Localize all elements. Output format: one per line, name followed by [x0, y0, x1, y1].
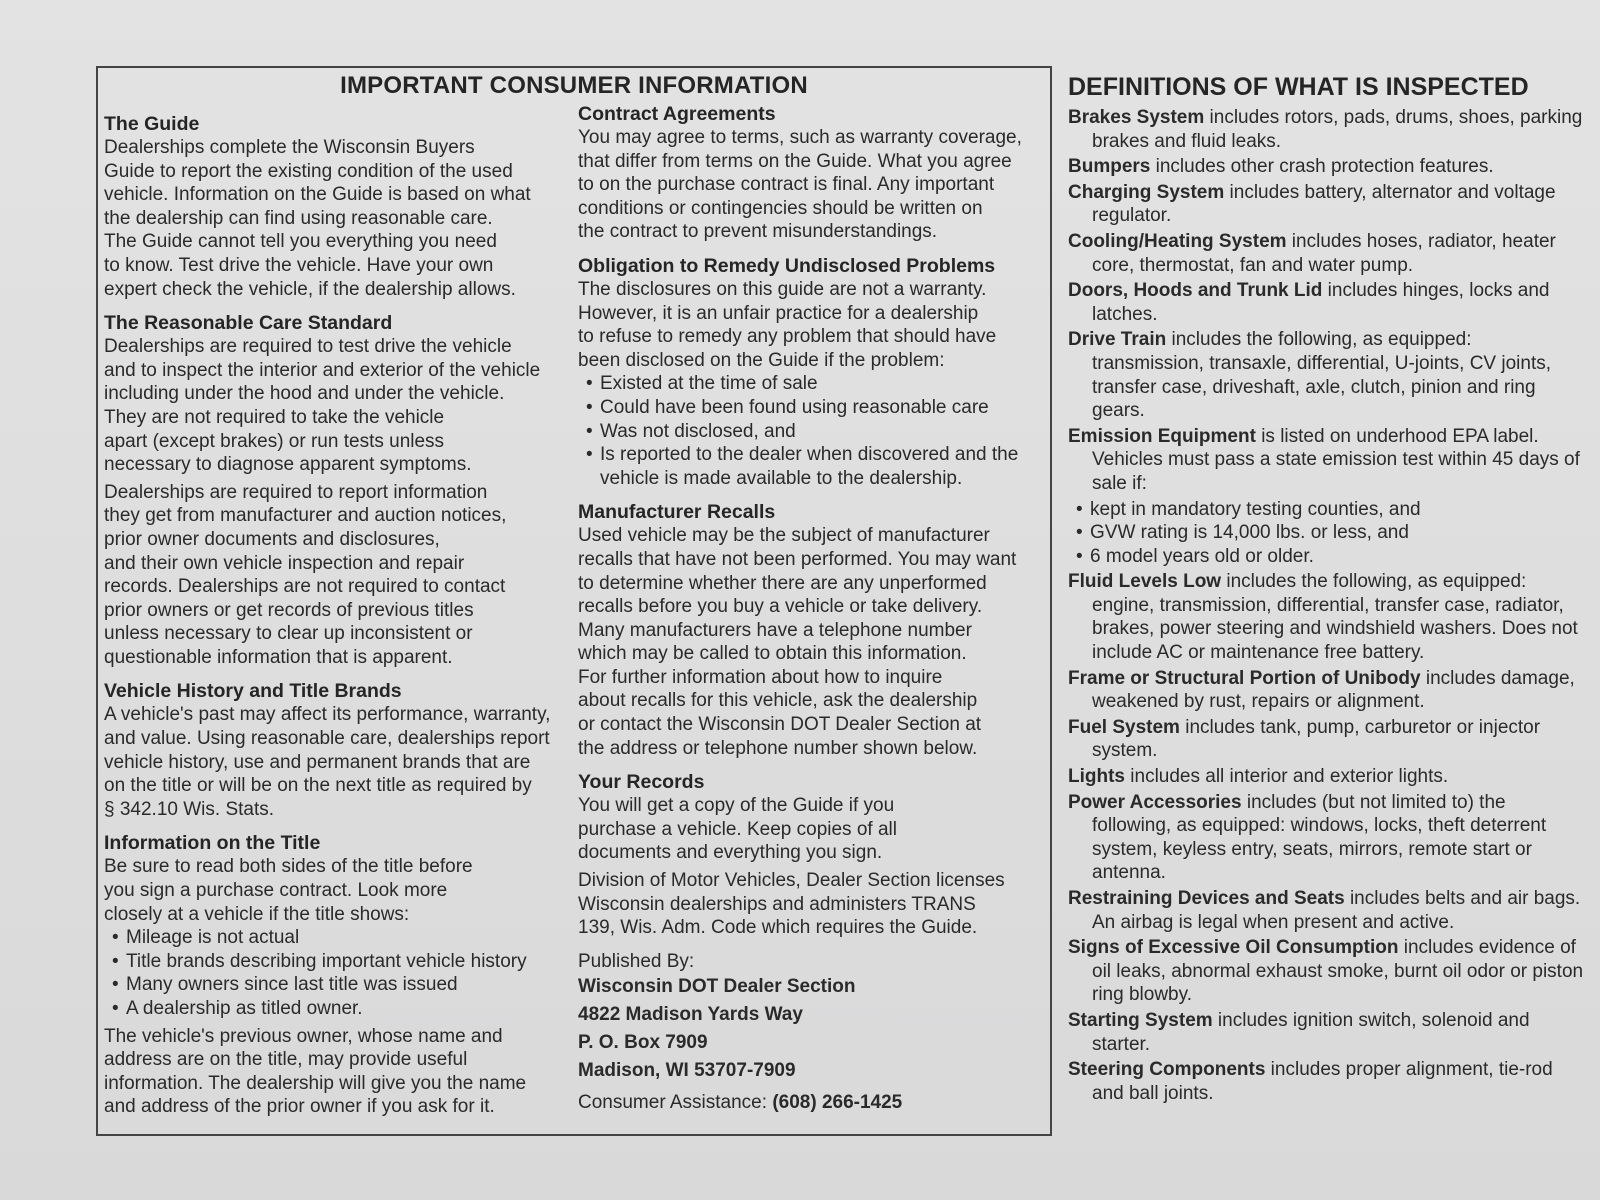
definition-item — [1068, 1058, 1588, 1105]
text-line: and to inspect the interior and exterior of the vehicle — [104, 359, 541, 381]
section-recalls — [578, 500, 1048, 760]
text-line: records. Dealerships are not required to contact — [104, 576, 506, 598]
column-right — [1068, 72, 1588, 1107]
definition-item — [1068, 887, 1588, 934]
section-heading: Contract Agreements — [578, 103, 776, 125]
text-line: The Guide cannot tell you everything you need — [104, 231, 497, 253]
section-heading: Information on the Title — [104, 832, 321, 855]
section-heading: Obligation to Remedy Undisclosed Problems — [578, 254, 996, 277]
definition-term: Fuel System — [1068, 716, 1180, 738]
text-line: vehicle history, use and permanent brands that are — [104, 751, 531, 773]
bullet-list — [104, 926, 564, 1020]
assistance-label: Consumer Assistance: — [578, 1092, 773, 1114]
text-line: address are on the title, may provide useful — [104, 1049, 468, 1071]
text-line: Many manufacturers have a telephone number — [578, 619, 972, 641]
text-line: Dealerships are required to report information — [104, 481, 488, 503]
bullet-item: • Many owners since last title was issued — [104, 973, 564, 997]
bullet-item: • Mileage is not actual — [104, 926, 564, 950]
text-line: and their own vehicle inspection and repair — [104, 552, 465, 574]
section-vehicle-history — [104, 679, 564, 821]
consumer-assistance — [578, 1091, 1048, 1115]
text-line: Wisconsin DOT Dealer Section — [578, 976, 856, 998]
text-line: closely at a vehicle if the title shows: — [104, 903, 410, 925]
text-line: Dealerships are required to test drive the vehicle — [104, 336, 512, 358]
definition-term: Doors, Hoods and Trunk Lid — [1068, 280, 1323, 302]
text-line: on the title or will be on the next title as required by — [104, 775, 532, 797]
section-body — [104, 855, 564, 926]
column-left — [104, 112, 564, 1129]
text-line: you sign a purchase contract. Look more — [104, 880, 448, 902]
definition-text: includes rotors, pads, drums, shoes, parking brakes and fluid leaks. — [1092, 107, 1583, 152]
definition-text: includes hoses, radiator, heater core, thermostat, fan and water pump. — [1092, 230, 1556, 276]
definition-text: includes (but not limited to) the following, as equipped: windows, locks, theft deterrent system, keyless entry, seats, mirrors, remote start or antenna. — [1092, 791, 1547, 884]
definition-item — [1068, 425, 1588, 496]
box-title: IMPORTANT CONSUMER INFORMATION — [340, 72, 808, 99]
section-body — [578, 278, 1048, 372]
text-line: about recalls for this vehicle, ask the dealership — [578, 690, 978, 712]
definition-text: includes hinges, locks and latches. — [1092, 280, 1550, 325]
text-line: The vehicle's previous owner, whose name and — [104, 1025, 503, 1047]
text-line: been disclosed on the Guide if the problem: — [578, 349, 945, 371]
text-line: questionable information that is apparent. — [104, 646, 453, 668]
text-line: For further information about how to inquire — [578, 666, 943, 688]
text-line: recalls that have not been performed. You may want — [578, 548, 1017, 570]
definitions-title: DEFINITIONS OF WHAT IS INSPECTED — [1068, 73, 1529, 101]
text-line: apart (except brakes) or run tests unless — [104, 430, 445, 452]
emission-bullet-list — [1068, 498, 1588, 569]
text-line: Madison, WI 53707-7909 — [578, 1060, 796, 1082]
section-heading: Your Records — [578, 771, 705, 794]
definition-term: Fluid Levels Low — [1068, 571, 1222, 593]
text-line: unless necessary to clear up inconsistent or — [104, 623, 473, 645]
text-line: vehicle. Information on the Guide is based on what — [104, 184, 531, 206]
definition-item — [1068, 230, 1588, 277]
bullet-list — [578, 372, 1048, 490]
definition-text: includes the following, as equipped: engine, transmission, differential, transfer case, radiator, brakes, power steering and windshield washers. Does not include AC or maintenance free battery. — [1092, 571, 1578, 664]
text-line: documents and everything you sign. — [578, 842, 883, 864]
text-line: necessary to diagnose apparent symptoms. — [104, 454, 472, 476]
section-heading: Manufacturer Recalls — [578, 501, 776, 524]
text-line: They are not required to take the vehicle — [104, 406, 445, 428]
definition-term: Signs of Excessive Oil Consumption — [1068, 937, 1399, 959]
text-line: to on the purchase contract is final. Any important — [578, 174, 995, 196]
definition-text: includes damage, weakened by rust, repairs or alignment. — [1092, 667, 1575, 713]
section-title-info — [104, 831, 564, 1119]
text-line: Dealerships complete the Wisconsin Buyers — [104, 137, 475, 158]
text-line: Guide to report the existing condition of the used — [104, 160, 513, 182]
text-line: recalls before you buy a vehicle or take delivery. — [578, 596, 983, 618]
definition-item — [1068, 155, 1588, 179]
definition-item — [1068, 765, 1588, 789]
text-line: to determine whether there are any unperformed — [578, 572, 987, 594]
definition-term: Starting System — [1068, 1009, 1213, 1031]
definition-item — [1068, 106, 1588, 153]
section-body — [578, 126, 1048, 244]
definition-term: Charging System — [1068, 181, 1225, 203]
text-line: § 342.10 Wis. Stats. — [104, 798, 275, 820]
definition-text: includes ignition switch, solenoid and starter. — [1092, 1009, 1530, 1055]
text-line: or contact the Wisconsin DOT Dealer Section at — [578, 714, 982, 736]
bullet-item: • Existed at the time of sale — [578, 372, 1048, 396]
definitions-list — [1068, 106, 1588, 496]
text-line: 139, Wis. Adm. Code which requires the Guide. — [578, 917, 978, 939]
text-line: Division of Motor Vehicles, Dealer Section licenses — [578, 870, 1005, 892]
definition-text: includes all interior and exterior lights. — [1125, 766, 1449, 788]
section-heading: The Reasonable Care Standard — [104, 312, 393, 335]
text-line: the dealership can find using reasonable care. — [104, 207, 493, 229]
definition-text: includes other crash protection features. — [1150, 156, 1494, 178]
section-heading: Vehicle History and Title Brands — [104, 680, 402, 703]
column-middle — [578, 102, 1048, 1115]
text-line: conditions or contingencies should be written on — [578, 197, 983, 219]
text-line: expert check the vehicle, if the dealership allows. — [104, 278, 516, 300]
section-body — [104, 703, 564, 821]
definition-item — [1068, 936, 1588, 1007]
text-line: prior owner documents and disclosures, — [104, 528, 440, 550]
text-line: You will get a copy of the Guide if you — [578, 795, 895, 817]
section-body — [578, 794, 1048, 865]
text-line: Used vehicle may be the subject of manufacturer — [578, 525, 990, 547]
bullet-item: • Title brands describing important vehicle history — [104, 950, 564, 974]
text-line: The disclosures on this guide are not a warranty. — [578, 278, 987, 300]
section-body — [104, 335, 564, 477]
text-line: they get from manufacturer and auction notices, — [104, 505, 507, 527]
definition-term: Brakes System — [1068, 107, 1205, 128]
text-line: purchase a vehicle. Keep copies of all — [578, 818, 897, 840]
text-line: A vehicle's past may affect its performance, warranty, — [104, 704, 551, 726]
definition-item — [1068, 791, 1588, 885]
definition-text: includes proper alignment, tie-rod and ball joints. — [1092, 1059, 1553, 1104]
definition-term: Cooling/Heating System — [1068, 230, 1287, 252]
section-body — [104, 136, 564, 301]
text-line: information. The dealership will give you the name — [104, 1072, 527, 1094]
bullet-item: • Could have been found using reasonable care — [578, 396, 1048, 420]
definition-text: includes the following, as equipped: transmission, transaxle, differential, U-joints, CV joints, transfer case, driveshaft, axle, clutch, pinion and ring gears. — [1092, 329, 1551, 422]
bullet-item: • kept in mandatory testing counties, and — [1068, 498, 1588, 522]
definitions-list — [1068, 570, 1588, 1105]
text-line: However, it is an unfair practice for a dealership — [578, 302, 979, 324]
definition-term: Restraining Devices and Seats — [1068, 888, 1345, 909]
definition-text: includes battery, alternator and voltage regulator. — [1092, 181, 1556, 227]
section-records — [578, 770, 1048, 940]
text-line: that differ from terms on the Guide. What you agree — [578, 150, 1012, 172]
definition-item — [1068, 181, 1588, 228]
definition-text: includes belts and air bags. An airbag is legal when present and active. — [1092, 888, 1581, 933]
section-body — [104, 1025, 564, 1119]
text-line: prior owners or get records of previous titles — [104, 599, 474, 621]
text-line: to refuse to remedy any problem that should have — [578, 326, 997, 348]
section-heading: The Guide — [104, 113, 200, 135]
section-contract — [578, 102, 1048, 244]
definition-item — [1068, 1009, 1588, 1056]
section-body — [578, 524, 1048, 760]
definition-term: Bumpers — [1068, 156, 1151, 178]
bullet-item: • Is reported to the dealer when discovered and the vehicle is made available to the dealership. — [578, 443, 1048, 490]
assistance-phone: (608) 266-1425 — [772, 1092, 903, 1114]
section-body — [104, 481, 564, 670]
text-line: and address of the prior owner if you ask for it. — [104, 1096, 495, 1118]
text-line: the address or telephone number shown below. — [578, 737, 978, 759]
definition-item — [1068, 716, 1588, 763]
definition-term: Drive Train — [1068, 329, 1167, 351]
section-reasonable-care — [104, 311, 564, 669]
bullet-item: • GVW rating is 14,000 lbs. or less, and — [1068, 521, 1588, 545]
definition-text: is listed on underhood EPA label. Vehicles must pass a state emission test within 45 days of sale if: — [1092, 425, 1580, 494]
text-line: to know. Test drive the vehicle. Have your own — [104, 254, 494, 276]
definition-term: Frame or Structural Portion of Unibody — [1068, 667, 1421, 689]
text-line: which may be called to obtain this information. — [578, 643, 967, 665]
definition-item — [1068, 667, 1588, 714]
definition-item — [1068, 279, 1588, 326]
definition-term: Steering Components — [1068, 1059, 1266, 1081]
bullet-item: • A dealership as titled owner. — [104, 997, 564, 1021]
section-the-guide — [104, 112, 564, 301]
text-line: 4822 Madison Yards Way — [578, 1004, 803, 1026]
text-line: the contract to prevent misunderstandings. — [578, 221, 938, 243]
section-remedy — [578, 254, 1048, 490]
bullet-item: • 6 model years old or older. — [1068, 545, 1588, 569]
text-line: P. O. Box 7909 — [578, 1032, 708, 1054]
publisher-address — [578, 973, 1048, 1085]
published-by-label: Published By: — [578, 950, 695, 972]
text-line: Be sure to read both sides of the title before — [104, 856, 473, 878]
definition-text: includes tank, pump, carburetor or injector system. — [1092, 716, 1541, 762]
definition-term: Lights — [1068, 766, 1125, 788]
definition-term: Power Accessories — [1068, 791, 1242, 813]
text-line: including under the hood and under the vehicle. — [104, 383, 505, 405]
definition-term: Emission Equipment — [1068, 425, 1256, 447]
bullet-item: • Was not disclosed, and — [578, 420, 1048, 444]
text-line: You may agree to terms, such as warranty coverage, — [578, 127, 1022, 148]
section-body — [578, 869, 1048, 940]
definition-item — [1068, 570, 1588, 664]
text-line: Wisconsin dealerships and administers TRANS — [578, 893, 976, 915]
definition-item — [1068, 328, 1588, 422]
text-line: and value. Using reasonable care, dealerships report — [104, 728, 550, 750]
definition-text: includes evidence of oil leaks, abnormal exhaust smoke, burnt oil odor or piston ring blowby. — [1092, 937, 1584, 1006]
